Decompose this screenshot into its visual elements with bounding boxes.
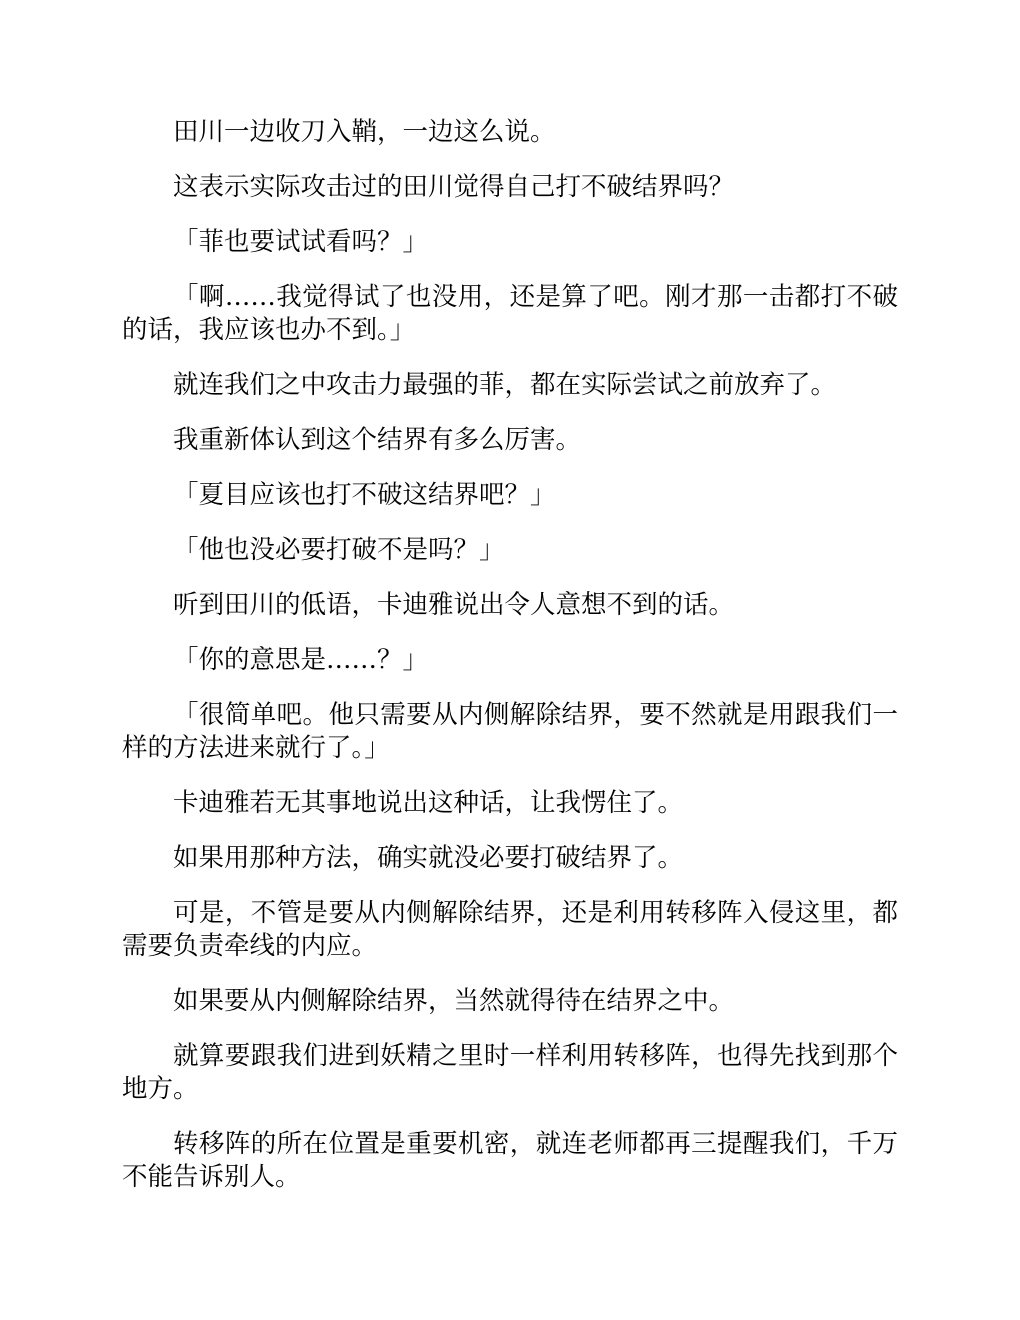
paragraph: 我重新体认到这个结界有多么厉害。 [173,425,582,455]
paragraph: 可是，不管是要从内侧解除结界，还是利用转移阵入侵这里，都需要负责牵线的内应。 [122,898,898,961]
paragraph: 如果要从内侧解除结界，当然就得待在结界之中。 [173,986,735,1016]
paragraph: 田川一边收刀入鞘，一边这么说。 [173,117,556,147]
paragraph: 「你的意思是……？」 [173,645,429,675]
paragraph: 「他也没必要打破不是吗？」 [173,535,505,565]
paragraph: 就算要跟我们进到妖精之里时一样利用转移阵，也得先找到那个地方。 [122,1041,898,1104]
paragraph: 如果用那种方法，确实就没必要打破结界了。 [173,843,684,873]
paragraph: 「啊……我觉得试了也没用，还是算了吧。刚才那一击都打不破的话，我应该也办不到。」 [122,282,898,345]
paragraph: 这表示实际攻击过的田川觉得自己打不破结界吗？ [173,172,735,202]
paragraph: 转移阵的所在位置是重要机密，就连老师都再三提醒我们，千万不能告诉别人。 [122,1129,898,1192]
paragraph: 「菲也要试试看吗？」 [173,227,429,257]
paragraph: 听到田川的低语，卡迪雅说出令人意想不到的话。 [173,590,735,620]
paragraph: 「很简单吧。他只需要从内侧解除结界，要不然就是用跟我们一样的方法进来就行了。」 [122,700,898,763]
paragraph: 就连我们之中攻击力最强的菲，都在实际尝试之前放弃了。 [173,370,837,400]
paragraph: 卡迪雅若无其事地说出这种话，让我愣住了。 [173,788,684,818]
paragraph: 「夏目应该也打不破这结界吧？」 [173,480,556,510]
page-body [122,116,898,1216]
